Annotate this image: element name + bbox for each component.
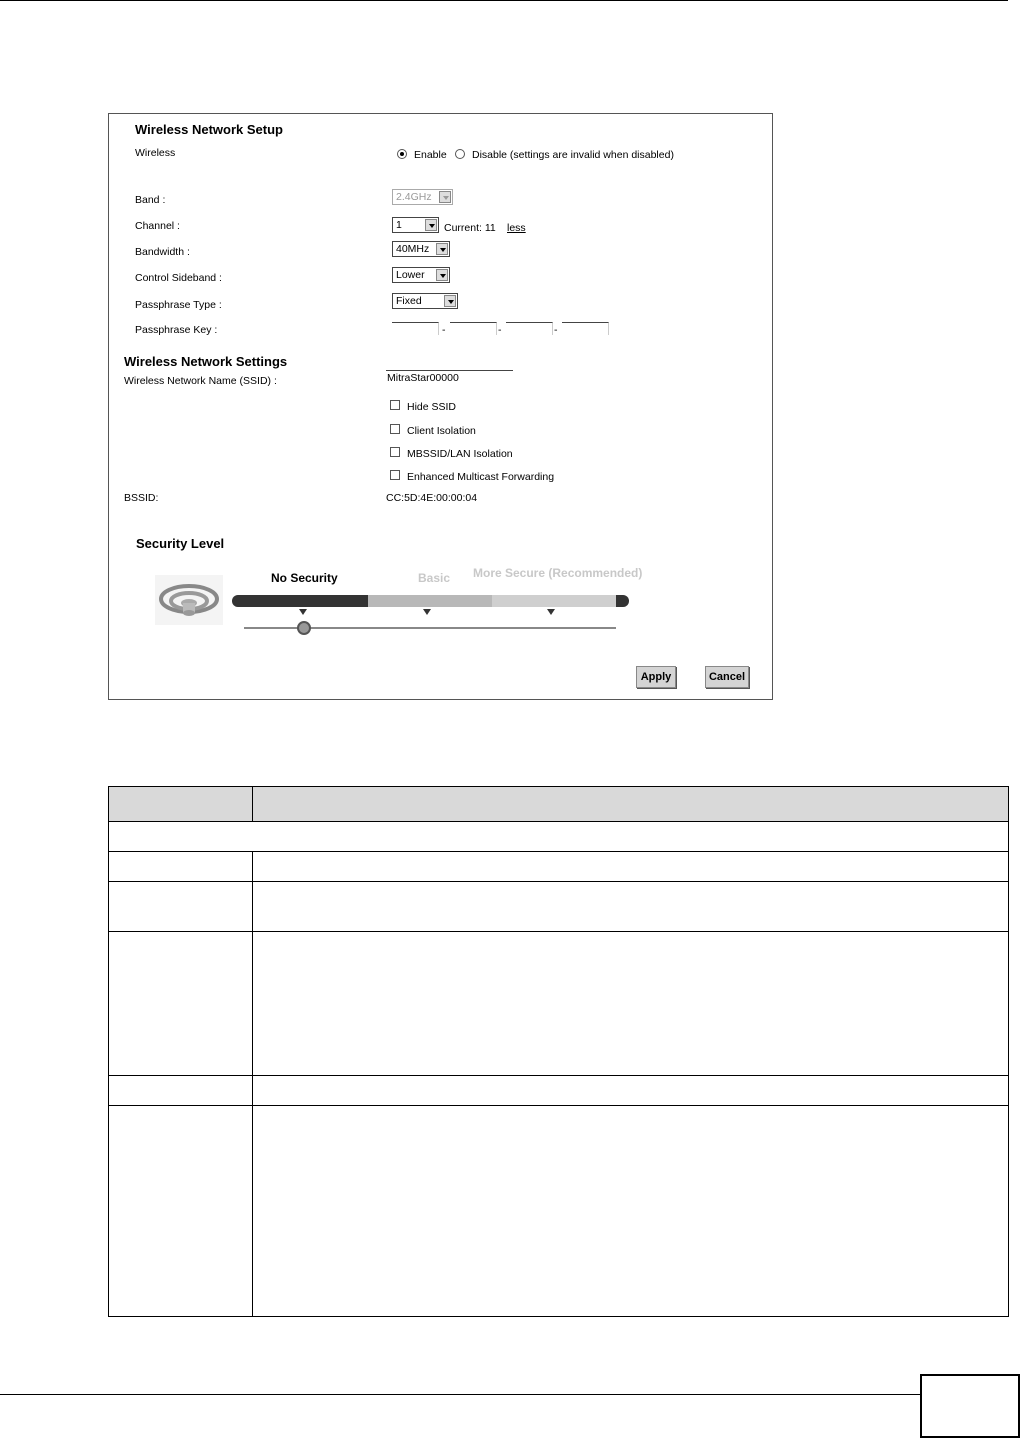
chevron-down-icon [425,219,437,231]
header-rule [0,0,1008,1]
client-isolation-label: Client Isolation [407,425,476,437]
band-value: 2.4GHz [396,191,432,203]
wireless-label: Wireless [135,147,176,159]
less-link[interactable]: less [507,222,526,234]
multicast-label: Enhanced Multicast Forwarding [407,471,555,483]
passphrase-key-field-4[interactable] [562,322,609,335]
passphrase-type-value: Fixed [396,295,422,307]
passphrase-key-label: Passphrase Key : [135,324,218,336]
description-table [108,786,1009,1317]
security-bar-segment-secure [492,595,616,607]
hide-ssid-checkbox[interactable] [390,400,400,410]
band-select [392,189,453,205]
mbssid-isolation-checkbox[interactable] [390,447,400,457]
chevron-down-icon [436,243,448,255]
table-row-line [108,881,1009,882]
level-secure-label: More Secure (Recommended) [473,566,643,580]
passphrase-dash-2: - [498,324,502,336]
channel-label: Channel : [135,220,180,232]
security-title: Security Level [136,536,225,551]
table-row-line [108,1105,1009,1106]
bandwidth-label: Bandwidth : [135,246,190,258]
cancel-button[interactable]: Cancel [705,666,749,688]
disable-radio[interactable] [455,149,465,159]
security-bar-segment-none [232,595,368,607]
wireless-settings-panel [108,113,773,700]
chevron-down-icon [436,269,448,281]
sideband-value: Lower [396,269,425,281]
ssid-label: Wireless Network Name (SSID) : [124,375,277,387]
passphrase-key-field-3[interactable] [506,322,553,335]
security-bar-end [616,595,629,607]
footer-rule [0,1394,920,1395]
marker-basic-icon [423,609,431,615]
chevron-down-icon [439,191,451,203]
multicast-checkbox[interactable] [390,470,400,480]
passphrase-dash-3: - [554,324,558,336]
security-slider-handle[interactable] [297,621,311,635]
marker-none-icon [299,609,307,615]
hide-ssid-label: Hide SSID [407,401,457,413]
channel-select[interactable] [392,217,439,233]
table-row-line [108,931,1009,932]
bandwidth-value: 40MHz [396,243,430,255]
chevron-down-icon [444,295,456,307]
table-row-line [108,851,1009,852]
apply-button[interactable]: Apply [636,666,676,688]
table-header [109,787,1008,822]
disable-label: Disable (settings are invalid when disabled) [472,149,674,161]
passphrase-key-field-2[interactable] [450,322,497,335]
security-bar-segment-basic [368,595,492,607]
enable-radio[interactable] [397,149,407,159]
bandwidth-select[interactable] [392,241,450,257]
sideband-select[interactable] [392,267,450,283]
band-label: Band : [135,194,166,206]
client-isolation-checkbox[interactable] [390,424,400,434]
bssid-value: CC:5D:4E:00:00:04 [386,492,478,504]
ssid-input[interactable]: MitraStar00000 [386,370,513,385]
channel-value: 1 [396,219,402,231]
current-channel: Current: 11 [444,222,496,234]
wifi-icon [155,575,223,625]
passphrase-type-select[interactable] [392,293,458,309]
table-column-divider-1 [252,786,253,821]
mbssid-isolation-label: MBSSID/LAN Isolation [407,448,513,460]
page-number-box [920,1374,1020,1438]
table-row-line [108,1075,1009,1076]
setup-title: Wireless Network Setup [135,122,283,137]
passphrase-dash-1: - [442,324,446,336]
enable-label: Enable [414,149,447,161]
settings-title: Wireless Network Settings [124,354,288,369]
passphrase-type-label: Passphrase Type : [135,299,222,311]
security-level-bar [232,595,629,607]
table-column-divider-2 [252,851,253,1317]
level-none-label: No Security [271,571,338,585]
passphrase-key-field-1[interactable] [392,322,439,335]
level-basic-label: Basic [418,571,451,585]
bssid-label: BSSID: [124,492,159,504]
sideband-label: Control Sideband : [135,272,222,284]
marker-secure-icon [547,609,555,615]
